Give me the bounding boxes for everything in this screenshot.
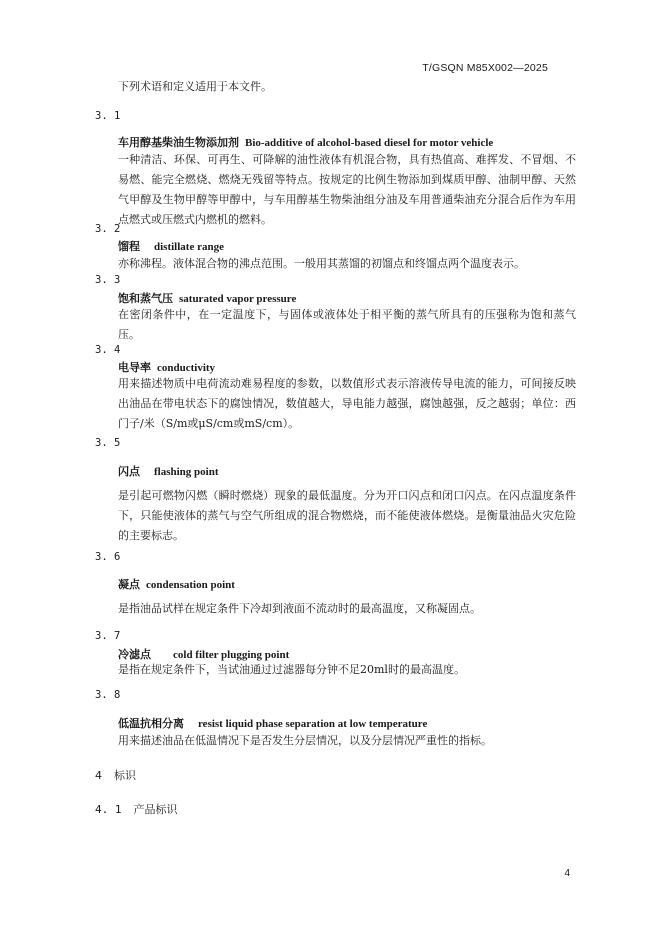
- term-title: [118, 290, 296, 306]
- term-definition: 用来描述物质中电荷流动难易程度的参数，以数值形式表示溶液传导电流的能力，可间接反映出油品在带电状态下的腐蚀情况，数值越大，导电能力越强，腐蚀越强，反之越弱；单位：西门子/米（S/m或μS/cm或mS/cm）。: [118, 377, 576, 430]
- term-title-en: saturated vapor pressure: [179, 293, 297, 305]
- term-title: [118, 134, 493, 150]
- term-title: [118, 715, 427, 731]
- subsection-number: 4. 1: [95, 803, 122, 816]
- page-number: 4: [564, 868, 570, 879]
- term-title-en: flashing point: [154, 466, 219, 478]
- term-definition: 在密闭条件中，在一定温度下，与固体或液体处于相平衡的蒸气所具有的压强称为饱和蒸气压。: [118, 308, 576, 341]
- section-number: 4: [95, 769, 102, 782]
- term-title-zh: 饱和蒸气压: [118, 292, 173, 305]
- term-title-zh: 车用醇基柴油生物添加剂: [118, 136, 239, 149]
- term-title-en: cold filter plugging point: [173, 649, 290, 661]
- term-definition: 一种清洁、环保、可再生、可降解的油性液体有机混合物，具有热值高、难挥发、不冒烟、不易燃、能完全燃烧、燃烧无残留等特点。按规定的比例生物添加到煤质甲醇、油制甲醇、天然气甲醇及生物甲醇等甲醇中，与车用醇基生物柴油组分油及车用普通柴油充分混合后作为车用点燃式或压燃式内燃机的燃料。: [118, 153, 576, 226]
- section-heading: [95, 767, 136, 783]
- term-number: 3. 3: [95, 274, 121, 286]
- term-title-en: distillate range: [154, 241, 224, 253]
- term-definition: 是指油品试样在规定条件下冷却到液面不流动时的最高温度，又称凝固点。: [118, 602, 481, 615]
- term-title: [118, 238, 224, 254]
- term-title: [118, 359, 215, 375]
- term-title-zh: 闪点: [118, 465, 140, 478]
- term-title-zh: 凝点: [118, 578, 140, 591]
- term-title: [118, 463, 219, 479]
- term-number: 3. 4: [95, 344, 121, 356]
- term-number: 3. 1: [95, 110, 121, 122]
- term-title-zh: 冷滤点: [118, 648, 151, 661]
- term-definition: 用来描述油品在低温情况下是否发生分层情况，以及分层情况严重性的指标。: [118, 734, 492, 747]
- section-title: 标识: [114, 769, 136, 782]
- term-number: 3. 5: [95, 437, 121, 449]
- term-title-zh: 馏程: [118, 240, 140, 253]
- document-code: T/GSQN M85X002—2025: [422, 62, 548, 74]
- term-number: 3. 6: [95, 551, 121, 563]
- term-number: 3. 2: [95, 223, 121, 235]
- term-title-en: resist liquid phase separation at low temperature: [198, 718, 428, 730]
- term-number: 3. 8: [95, 689, 121, 701]
- term-title-zh: 低温抗相分离: [118, 717, 184, 730]
- term-title: [118, 576, 235, 592]
- term-number: 3. 7: [95, 630, 121, 642]
- term-definition: 是指在规定条件下，当试油通过过滤器每分钟不足20ml时的最高温度。: [118, 663, 465, 676]
- subsection-heading: [95, 801, 178, 817]
- term-definition: 是引起可燃物闪燃（瞬时燃烧）现象的最低温度。分为开口闪点和闭口闪点。在闪点温度条件下，只能使液体的蒸气与空气所组成的混合物燃烧，而不能使液体燃烧。是衡量油品火灾危险的主要标志。: [118, 489, 576, 542]
- term-title-zh: 电导率: [118, 361, 151, 374]
- subsection-title: 产品标识: [133, 803, 178, 816]
- intro-text: 下列术语和定义适用于本文件。: [118, 80, 272, 93]
- term-title-en: condensation point: [146, 579, 235, 591]
- term-title-en: conductivity: [157, 362, 216, 374]
- term-definition: 亦称沸程。液体混合物的沸点范围。一般用其蒸馏的初馏点和终馏点两个温度表示。: [118, 257, 525, 270]
- term-title-en: Bio-additive of alcohol-based diesel for motor vehicle: [245, 137, 494, 149]
